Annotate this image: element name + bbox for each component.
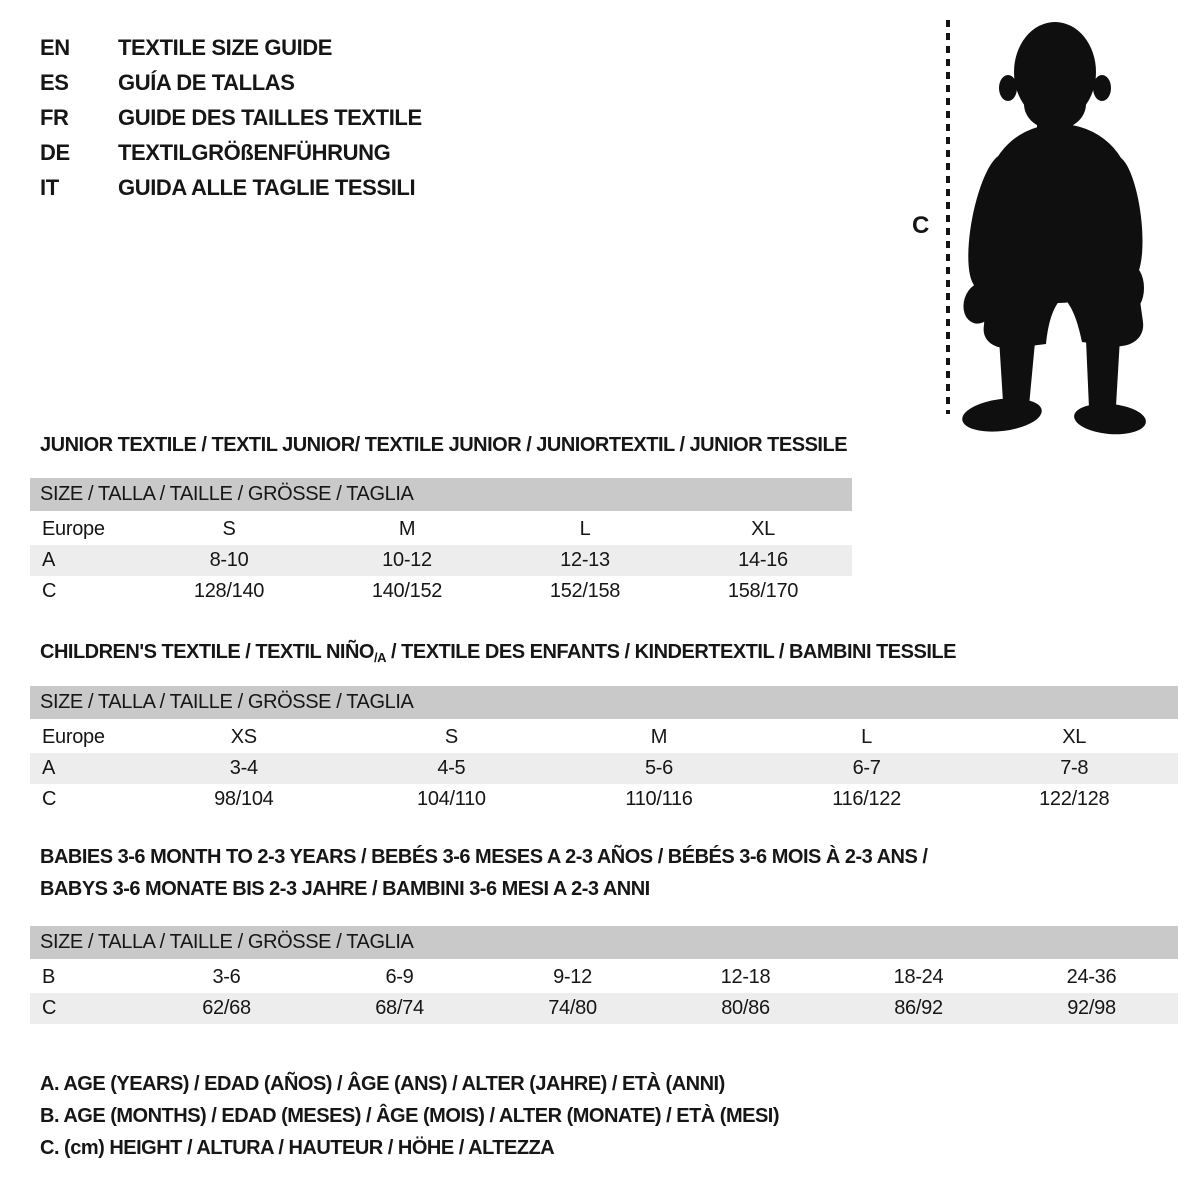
height-dashed-line <box>946 20 950 414</box>
language-code: DE <box>40 139 70 165</box>
children-title-suffix: / TEXTILE DES ENFANTS / KINDERTEXTIL / BAMBINI TESSILE <box>385 641 956 663</box>
guide-title-en: TEXTILE SIZE GUIDE <box>118 34 333 60</box>
age-cell: 14-16 <box>738 549 788 571</box>
height-cell: 158/170 <box>727 580 799 602</box>
height-cell: 110/116 <box>625 788 693 810</box>
children-size-table <box>30 686 1178 815</box>
baby-silhouette-image <box>958 8 1168 444</box>
language-row-it <box>40 170 422 205</box>
language-code: IT <box>40 174 59 200</box>
height-cell: 92/98 <box>1067 997 1116 1019</box>
children-section-title <box>40 641 956 665</box>
guide-title-de: TEXTILGRÖßENFÜHRUNG <box>118 139 391 165</box>
height-measure-label: C <box>912 212 930 239</box>
legend-height-cm: C. (cm) HEIGHT / ALTURA / HAUTEUR / HÖHE / ALTEZZA <box>40 1137 555 1159</box>
size-cell: L <box>861 726 872 748</box>
height-cell: 80/86 <box>721 997 770 1019</box>
legend-age-years: A. AGE (YEARS) / EDAD (AÑOS) / ÂGE (ANS) / ALTER (JAHRE) / ETÀ (ANNI) <box>40 1073 725 1095</box>
age-cell: 3-4 <box>229 757 258 779</box>
table-row-height <box>30 993 1178 1024</box>
children-title-prefix: CHILDREN'S TEXTILE / TEXTIL NIÑO <box>40 641 374 663</box>
junior-size-table <box>30 478 852 607</box>
size-cell: S <box>444 726 458 748</box>
table-row-europe <box>30 514 852 545</box>
language-row-en <box>40 30 422 65</box>
row-label: Europe <box>42 518 105 540</box>
age-cell: 6-7 <box>852 757 881 779</box>
table-row-age <box>30 753 1178 784</box>
size-header-bar: SIZE / TALLA / TAILLE / GRÖSSE / TAGLIA <box>30 478 852 511</box>
table-row-europe <box>30 722 1178 753</box>
height-cell: 74/80 <box>548 997 597 1019</box>
height-cell: 140/152 <box>371 580 443 602</box>
legend-age-months: B. AGE (MONTHS) / EDAD (MESES) / ÂGE (MOIS) / ALTER (MONATE) / ETÀ (MESI) <box>40 1105 780 1127</box>
guide-title-es: GUÍA DE TALLAS <box>118 69 295 95</box>
size-cell: XL <box>1062 726 1087 748</box>
guide-title-fr: GUIDE DES TAILLES TEXTILE <box>118 104 422 130</box>
size-cell: XL <box>751 518 775 540</box>
age-cell: 8-10 <box>209 549 249 571</box>
measure-legend <box>40 1068 779 1164</box>
age-cell: 7-8 <box>1060 757 1089 779</box>
table-row-age <box>30 545 852 576</box>
size-cell: M <box>650 726 668 748</box>
height-cell: 98/104 <box>214 788 274 810</box>
language-title-list <box>40 30 422 205</box>
height-cell: 104/110 <box>417 788 486 810</box>
size-header-bar: SIZE / TALLA / TAILLE / GRÖSSE / TAGLIA <box>30 926 1178 959</box>
size-cell: XS <box>230 726 257 748</box>
months-cell: 18-24 <box>893 966 944 988</box>
row-label: B <box>42 966 56 988</box>
table-row-months <box>30 962 1178 993</box>
age-cell: 10-12 <box>382 549 432 571</box>
height-cell: 152/158 <box>549 580 621 602</box>
size-cell: L <box>579 518 591 540</box>
babies-size-table <box>30 926 1178 1024</box>
language-code: ES <box>40 69 69 95</box>
table-row-height <box>30 576 852 607</box>
children-title-subscript: /A <box>373 650 386 665</box>
height-cell: 68/74 <box>375 997 424 1019</box>
row-label: Europe <box>42 726 105 748</box>
row-label: C <box>42 997 57 1019</box>
size-cell: M <box>398 518 416 540</box>
table-row-height <box>30 784 1178 815</box>
months-cell: 12-18 <box>720 966 771 988</box>
language-row-fr <box>40 100 422 135</box>
height-cell: 128/140 <box>193 580 265 602</box>
junior-section-title: JUNIOR TEXTILE / TEXTIL JUNIOR/ TEXTILE JUNIOR / JUNIORTEXTIL / JUNIOR TESSILE <box>40 434 848 456</box>
guide-title-it: GUIDA ALLE TAGLIE TESSILI <box>118 174 416 200</box>
language-row-es <box>40 65 422 100</box>
row-label: A <box>42 549 56 571</box>
language-row-de <box>40 135 422 170</box>
babies-section-title-line2: BABYS 3-6 MONATE BIS 2-3 JAHRE / BAMBINI 3-6 MESI A 2-3 ANNI <box>40 878 650 900</box>
months-cell: 9-12 <box>553 966 592 988</box>
months-cell: 6-9 <box>385 966 414 988</box>
size-cell: S <box>222 518 236 540</box>
age-cell: 4-5 <box>437 757 466 779</box>
months-cell: 24-36 <box>1066 966 1117 988</box>
size-header-bar: SIZE / TALLA / TAILLE / GRÖSSE / TAGLIA <box>30 686 1178 719</box>
row-label: A <box>42 757 56 779</box>
height-cell: 122/128 <box>1039 788 1110 810</box>
language-code: FR <box>40 104 69 130</box>
age-cell: 5-6 <box>644 757 673 779</box>
months-cell: 3-6 <box>212 966 241 988</box>
height-cell: 62/68 <box>202 997 251 1019</box>
height-cell: 116/122 <box>832 788 901 810</box>
row-label: C <box>42 580 57 602</box>
height-cell: 86/92 <box>894 997 943 1019</box>
age-cell: 12-13 <box>560 549 610 571</box>
row-label: C <box>42 788 57 810</box>
language-code: EN <box>40 34 70 60</box>
babies-section-title-line1: BABIES 3-6 MONTH TO 2-3 YEARS / BEBÉS 3-6 MESES A 2-3 AÑOS / BÉBÉS 3-6 MOIS À 2-3 ANS / <box>40 846 928 868</box>
